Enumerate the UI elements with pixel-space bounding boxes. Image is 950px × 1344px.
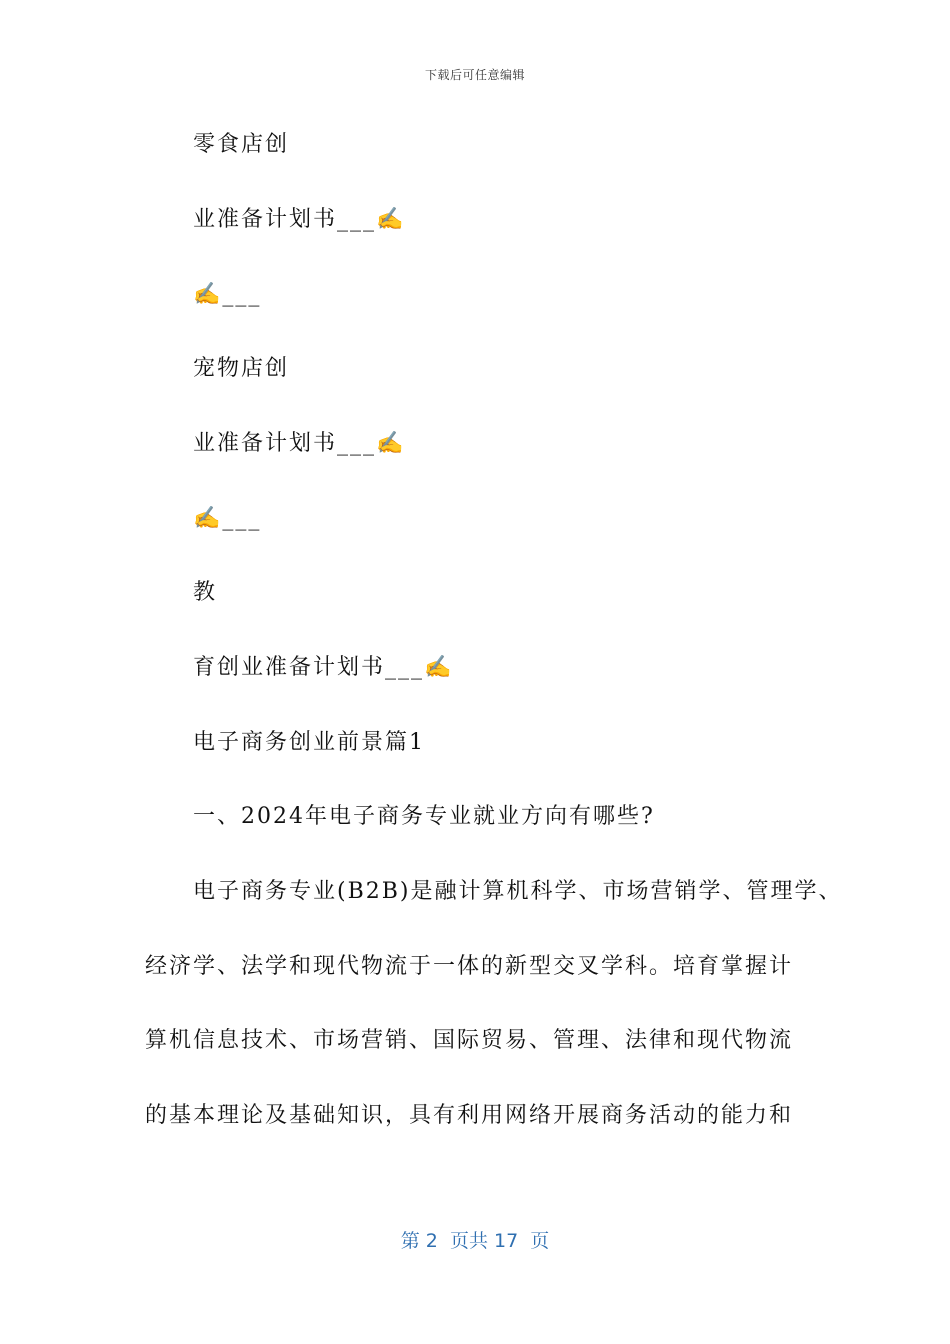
text-line-1: 零食店创 xyxy=(193,132,290,157)
text-line-6: ✍___ xyxy=(193,506,262,531)
paragraph-line-2: 经济学、法学和现代物流于一体的新型交叉学科。培育掌握计 xyxy=(145,954,794,979)
paragraph-line-1: 电子商务专业(B2B)是融计算机科学、市场营销学、管理学、 xyxy=(193,879,843,904)
page-header: 下载后可任意编辑 xyxy=(424,68,525,82)
text-line-3: ✍___ xyxy=(193,282,262,307)
question-heading: 一、2024年电子商务专业就业方向有哪些? xyxy=(193,804,655,829)
text-line-5: 业准备计划书___✍ xyxy=(193,431,406,456)
text-line-8: 育创业准备计划书___✍ xyxy=(193,655,454,680)
text-line-4: 宠物店创 xyxy=(193,356,290,381)
text-line-2: 业准备计划书___✍ xyxy=(193,207,406,232)
paragraph-line-3: 算机信息技术、市场营销、国际贸易、管理、法律和现代物流 xyxy=(145,1028,794,1053)
paragraph-line-4: 的基本理论及基础知识，具有利用网络开展商务活动的能力和 xyxy=(145,1103,794,1128)
text-line-7: 教 xyxy=(193,580,218,605)
page-footer: 第 2 页共 17 页 xyxy=(400,1230,550,1252)
section-title: 电子商务创业前景篇1 xyxy=(193,730,425,755)
